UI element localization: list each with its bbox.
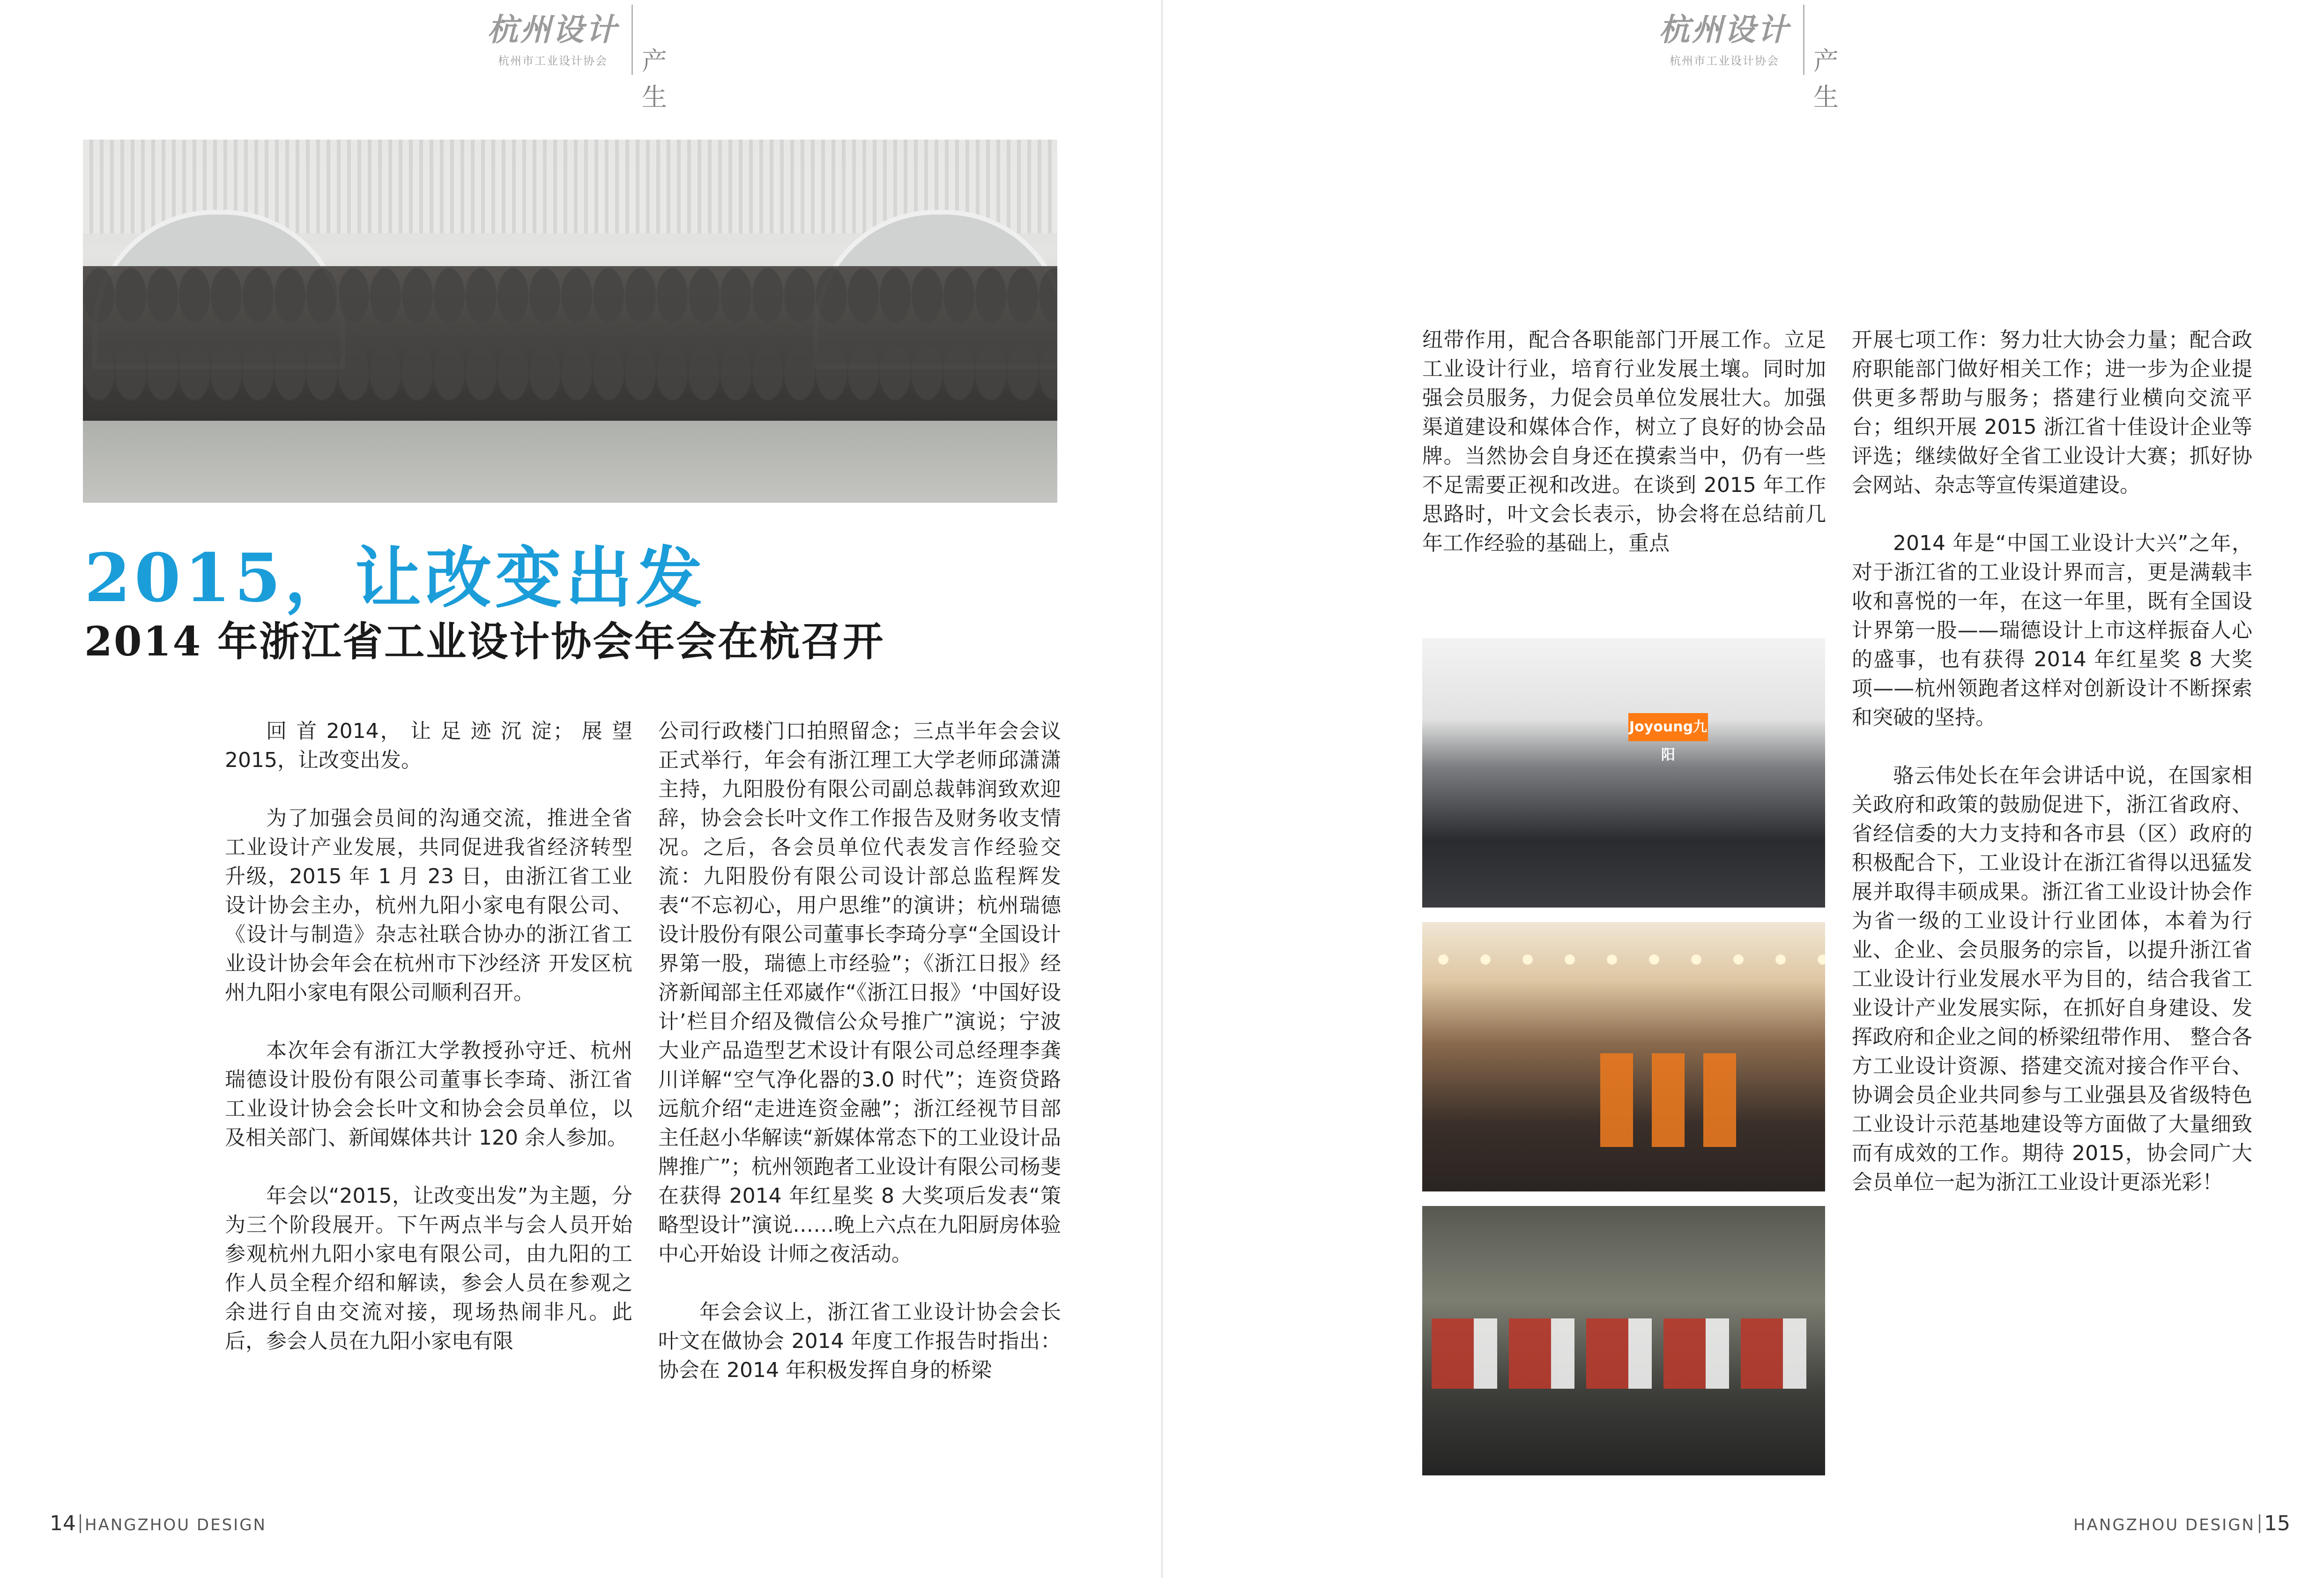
- paragraph: 开展七项工作：努力壮大协会力量；配合政府职能部门做好相关工作；进一步为企业提供更多帮助与服务；搭建行业横向交流平台；组织开展 2015 浙江省十佳设计企业等评选；继续做好全省工业设计大赛；抓好协会网站、杂志等宣传渠道建设。: [1852, 328, 2252, 497]
- logo-script: 杭州设计: [487, 11, 618, 48]
- footer-divider: [2259, 1514, 2260, 1533]
- page-number: 14: [50, 1511, 76, 1535]
- header-divider: [1803, 5, 1804, 75]
- article-subheadline: 2014 年浙江省工业设计协会年会在杭召开: [84, 618, 885, 665]
- logo-subtitle: 杭州市工业设计协会: [498, 54, 608, 67]
- section-label: 产生: [642, 46, 667, 112]
- footer-divider: [80, 1514, 81, 1533]
- paragraph: 年会以“2015，让改变出发”为主题，分为三个阶段展开。下午两点半与会人员开始参观杭州九阳小家电有限公司，由九阳的工作人员全程介绍和解读，参会人员在参观之余进行自由交流对接，现场热闹非凡。此后，参会人员在九阳小家电有限: [225, 1184, 632, 1353]
- joyoung-sign: Joyoung九阳: [1628, 713, 1708, 741]
- paragraph: 2014 年是“中国工业设计大兴”之年，对于浙江省的工业设计界而言，更是满载丰收和喜悦的一年，在这一年里，既有全国设计界第一股——瑞德设计上市这样振奋人心的盛事，也有获得 2014 年红星奖 8 大奖项——杭州领跑者这样对创新设计不断探索和突破的坚持。: [1852, 531, 2252, 729]
- footer-right: [2073, 1511, 2290, 1535]
- crowd: [83, 266, 1057, 421]
- logo-subtitle: 杭州市工业设计协会: [1670, 54, 1779, 67]
- paragraph: 公司行政楼门口拍照留念；三点半年会会议正式举行，年会有浙江理工大学老师邱潇潇主持，九阳股份有限公司副总裁韩润致欢迎辞，协会会长叶文作工作报告及财务收支情况。之后，各会员单位代表发言作经验交流：九阳股份有限公司设计部总监程辉发表“不忘初心，用户思维”的演讲；杭州瑞德设计股份有限公司董事长李琦分享“全国设计界第一股，瑞德上市经验”；《浙江日报》经济新闻部主任邓崴作“《浙江日报》‘中国好设计’栏目介绍及微信公众号推广”演说；宁波大业产品造型艺术设计有限公司总经理李龚川详解“空气净化器的3.0 时代”；连资贷路远航介绍“走进连资金融”；浙江经视节目部主任赵小华解读“新媒体常态下的工业设计品牌推广”；杭州领跑者工业设计有限公司杨斐在获得 2014 年红星奖 8 大奖项后发表“策略型设计”演说……晚上六点在九阳厨房体验中心开始设 计师之夜活动。: [658, 719, 1061, 1266]
- staff-aprons: [1600, 1053, 1750, 1147]
- publication-name: HANGZHOU DESIGN: [2073, 1516, 2255, 1534]
- footer-left: [50, 1511, 267, 1535]
- award-recipients: [1432, 1318, 1816, 1389]
- paragraph: 骆云伟处长在年会讲话中说，在国家相关政府和政策的鼓励促进下，浙江省政府、省经信委的大力支持和各市县（区）政府的积极配合下，工业设计在浙江省得以迅猛发展并取得丰硕成果。浙江省工业设计协会作为省一级的工业设计行业团体，本着为行业、企业、会员服务的宗旨，以提升浙江省工业设计行业发展水平为目的，结合我省工业设计产业发展实际，在抓好自身建设、发挥政府和企业之间的桥梁纽带作用、 整合各方工业设计资源、搭建交流对接合作平台、协调会员企业共同参与工业强县及省级特色工业设计示范基地建设等方面做了大量细致而有成效的工作。期待 2015，协会同广大会员单位一起为浙江工业设计更添光彩！: [1852, 764, 2252, 1194]
- paragraph: 纽带作用，配合各职能部门开展工作。立足工业设计行业，培育行业发展土壤。同时加强会员服务，力促会员单位发展壮大。加强渠道建设和媒体合作，树立了良好的协会品牌。当然协会自身还在摸索当中，仍有一些不足需要正视和改进。在谈到 2015 年工作思路时，叶文会长表示，协会将在总结前几年工作经验的基础上，重点: [1422, 328, 1826, 555]
- group-photo: [83, 140, 1057, 503]
- text-column-4: [1852, 326, 2252, 1197]
- event-photo-auditorium: [1422, 638, 1825, 908]
- text-column-1: [225, 717, 632, 1356]
- article-headline: 2015，让改变出发: [84, 539, 706, 617]
- event-photo-awards: [1422, 1206, 1825, 1475]
- event-photo-dinner: [1422, 922, 1825, 1191]
- paragraph: 年会会议上，浙江省工业设计协会会长叶文在做协会 2014 年度工作报告时指出：协会在 2014 年积极发挥自身的桥梁: [658, 1300, 1061, 1382]
- text-column-2: [658, 717, 1061, 1385]
- ground: [83, 421, 1057, 503]
- page-number: 15: [2264, 1511, 2290, 1535]
- text-column-3: [1422, 326, 1826, 558]
- paragraph: 为了加强会员间的沟通交流，推进全省工业设计产业发展，共同促进我省经济转型升级，2015 年 1 月 23 日，由浙江省工业设计协会主办，杭州九阳小家电有限公司、《设计与制造》杂志社联合协办的浙江省工业设计协会年会在杭州市下沙经济 开发区杭州九阳小家电有限公司顺利召开。: [225, 806, 632, 1005]
- paragraph: 回 首 2014， 让 足 迹 沉 淀； 展 望 2015，让改变出发。: [225, 719, 632, 772]
- paragraph: 本次年会有浙江大学教授孙守迁、杭州瑞德设计股份有限公司董事长李琦、浙江省工业设计协会会长叶文和协会会员单位，以及相关部门、新闻媒体共计 120 余人参加。: [225, 1039, 632, 1150]
- ceiling-lights: [1422, 941, 1825, 978]
- right-page: [1162, 0, 2324, 1578]
- header-divider: [631, 5, 633, 75]
- publication-name: HANGZHOU DESIGN: [85, 1516, 267, 1534]
- logo-script: 杭州设计: [1659, 11, 1790, 48]
- section-label: 产生: [1813, 46, 1839, 112]
